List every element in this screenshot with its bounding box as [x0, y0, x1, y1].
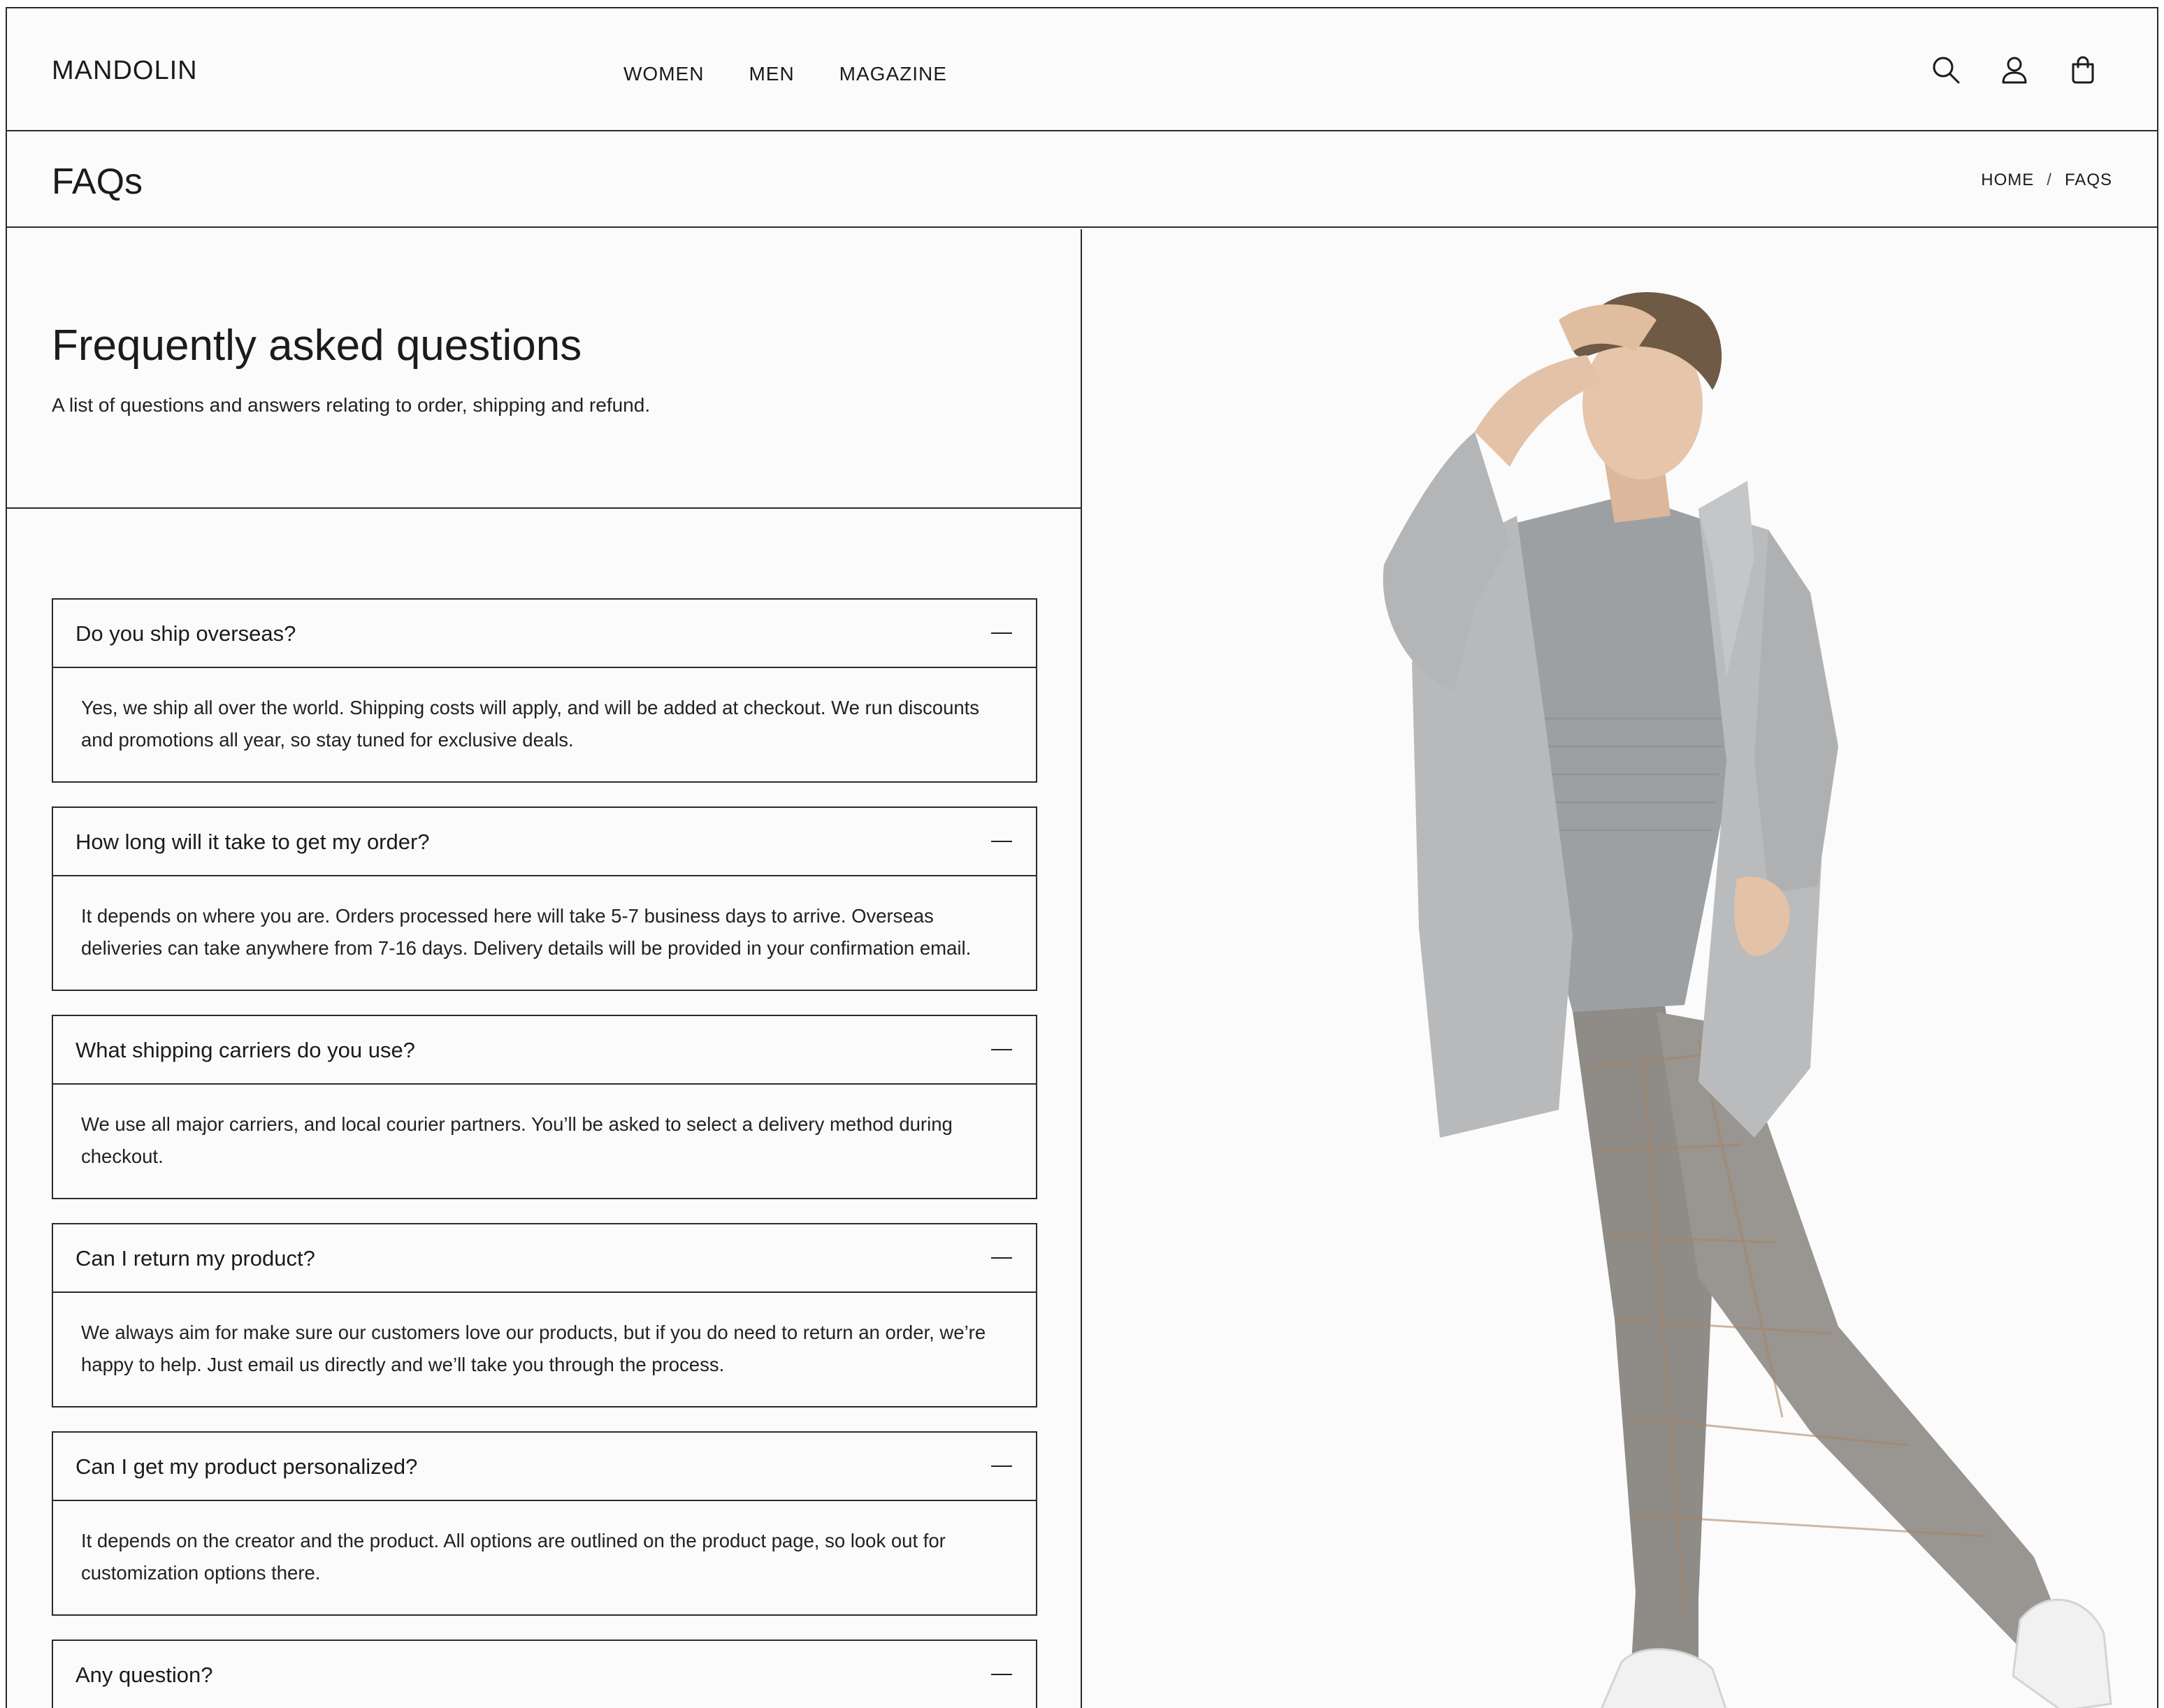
faq-list	[52, 598, 1037, 1708]
logo[interactable]: MANDOLIN	[52, 56, 198, 85]
faq-item	[52, 1431, 1037, 1616]
faq-answer: It depends on the creator and the product. All options are outlined on the product page, so look out for customization options there.	[81, 1530, 946, 1584]
faq-answer: We always aim for make sure our customers love our products, but if you do need to return an order, we’re happy to help. Just email us directly and we’ll take you through the process.	[81, 1322, 986, 1375]
breadcrumb-home[interactable]: HOME	[1981, 171, 2035, 189]
faq-item	[52, 1640, 1037, 1708]
user-icon[interactable]	[1999, 55, 2030, 85]
minus-icon[interactable]	[991, 632, 1012, 634]
minus-icon[interactable]	[991, 1465, 1012, 1467]
faq-question: Do you ship overseas?	[75, 621, 296, 646]
faq-item	[52, 598, 1037, 783]
model-photo	[1083, 229, 2158, 1708]
faq-item	[52, 1015, 1037, 1199]
faq-question-toggle[interactable]	[53, 1016, 1036, 1085]
faq-question: What shipping carriers do you use?	[75, 1037, 415, 1062]
faq-intro	[7, 229, 1081, 509]
faq-item	[52, 806, 1037, 991]
faq-heading: Frequently asked questions	[52, 321, 582, 370]
faq-question-toggle[interactable]	[53, 1641, 1036, 1708]
faq-question-toggle[interactable]	[53, 1224, 1036, 1293]
site-header	[7, 8, 2157, 131]
faq-item	[52, 1223, 1037, 1407]
faq-answer: We use all major carriers, and local courier partners. You’ll be asked to select a delivery method during checkout.	[81, 1113, 953, 1167]
hero-image-panel	[1083, 229, 2158, 1708]
faq-question-toggle[interactable]	[53, 600, 1036, 668]
breadcrumb-current: FAQS	[2064, 171, 2112, 189]
nav-item-men[interactable]: MEN	[749, 63, 795, 85]
faq-answer: Yes, we ship all over the world. Shipping costs will apply, and will be added at checkout. We run discounts and promotions all year, so stay tuned for exclusive deals.	[81, 697, 980, 751]
minus-icon[interactable]	[991, 1049, 1012, 1050]
nav-item-women[interactable]: WOMEN	[623, 63, 705, 85]
header-icons	[1931, 55, 2098, 85]
faq-answer: It depends on where you are. Orders processed here will take 5-7 business days to arrive. Overseas deliveries can take anywhere from 7-16 days. Delivery details will be provided in your confirmation email.	[81, 905, 972, 959]
faq-question-toggle[interactable]	[53, 1433, 1036, 1501]
minus-icon[interactable]	[991, 841, 1012, 842]
page-title-bar	[7, 133, 2157, 228]
faq-question: Can I return my product?	[75, 1245, 315, 1271]
search-icon[interactable]	[1931, 55, 1961, 85]
minus-icon[interactable]	[991, 1257, 1012, 1259]
page-frame	[6, 7, 2158, 1708]
faq-subheading: A list of questions and answers relating to order, shipping and refund.	[52, 394, 651, 416]
nav-item-magazine[interactable]: MAGAZINE	[839, 63, 947, 85]
faq-question: Can I get my product personalized?	[75, 1454, 418, 1479]
main-nav	[623, 64, 947, 84]
faq-question: How long will it take to get my order?	[75, 829, 430, 854]
bag-icon[interactable]	[2068, 55, 2098, 85]
breadcrumb-separator: /	[2047, 171, 2052, 189]
faq-question-toggle[interactable]	[53, 808, 1036, 876]
faq-question: Any question?	[75, 1662, 213, 1687]
faq-column	[7, 229, 1082, 1708]
breadcrumb	[1981, 172, 2112, 189]
page-title: FAQs	[52, 161, 143, 202]
minus-icon[interactable]	[991, 1674, 1012, 1675]
